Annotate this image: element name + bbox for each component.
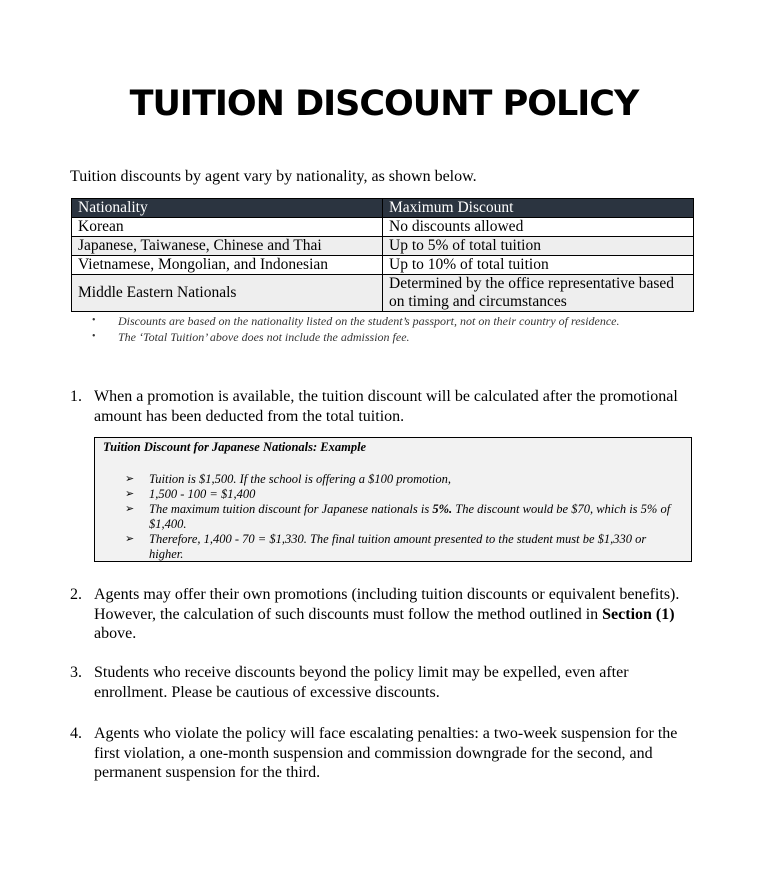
item-number: 2. xyxy=(70,586,82,603)
table-cell: Japanese, Taiwanese, Chinese and Thai xyxy=(72,237,383,256)
table-cell: Vietnamese, Mongolian, and Indonesian xyxy=(72,256,383,275)
example-bullet-text: Tuition is $1,500. If the school is offering a $100 promotion, xyxy=(149,472,451,486)
column-header: Nationality xyxy=(72,199,383,218)
item-text xyxy=(94,585,690,644)
example-bullet-text: The maximum tuition discount for Japanese nationals is xyxy=(149,502,433,516)
item-number: 3. xyxy=(70,664,82,681)
table-notes xyxy=(92,313,620,345)
example-box xyxy=(94,437,692,562)
table-row xyxy=(72,237,694,256)
item-number: 4. xyxy=(70,725,82,742)
arrow-bullet-icon: ➢ xyxy=(125,488,135,500)
table-cell: Middle Eastern Nationals xyxy=(72,275,383,312)
item-number: 1. xyxy=(70,388,82,405)
example-bullet-text: 1,500 - 100 = $1,400 xyxy=(149,487,256,501)
item-text: Agents who violate the policy will face escalating penalties: a two-week suspension for the first violation, a one-month suspension and commission downgrade for the second, and permanent suspension for the third. xyxy=(94,725,678,781)
discount-table xyxy=(71,198,694,312)
table-row xyxy=(72,275,694,312)
example-heading: Tuition Discount for Japanese Nationals: Example xyxy=(103,440,367,454)
policy-item-4 xyxy=(70,724,690,783)
example-bullet-text: Therefore, 1,400 - 70 = $1,330. The final tuition amount presented to the student must be $1,330 or higher. xyxy=(149,532,647,561)
example-bullet xyxy=(125,472,683,487)
item-text: Students who receive discounts beyond the policy limit may be expelled, even after enrollment. Please be cautious of excessive discounts. xyxy=(94,664,629,701)
policy-item-1 xyxy=(70,387,690,426)
note-item: • Discounts are based on the nationality listed on the student’s passport, not on their country of residence. xyxy=(92,313,620,329)
table-header-row xyxy=(72,199,694,218)
policy-item-3 xyxy=(70,663,690,702)
item-text-part: Agents may offer their own promotions (including tuition discounts or equivalent benefits). However, the calculation of such discounts must follow the method outlined in xyxy=(94,586,680,623)
intro-text: Tuition discounts by agent vary by nationality, as shown below. xyxy=(70,168,477,185)
section-reference: Section (1) xyxy=(602,605,675,623)
table-cell: Determined by the office representative based on timing and circumstances xyxy=(383,275,694,312)
example-bullet-bold: 5%. xyxy=(432,502,453,516)
example-list xyxy=(125,472,683,562)
item-text: When a promotion is available, the tuition discount will be calculated after the promotional amount has been deducted from the total tuition. xyxy=(94,388,678,425)
table-row xyxy=(72,256,694,275)
column-header: Maximum Discount xyxy=(383,199,694,218)
policy-item-2 xyxy=(70,585,690,644)
example-bullet-text: The discount would be $70, which is 5% of $1,400. xyxy=(149,502,671,531)
table-row xyxy=(72,218,694,237)
arrow-bullet-icon: ➢ xyxy=(125,503,135,515)
table-cell: Korean xyxy=(72,218,383,237)
item-text-part: above. xyxy=(94,625,137,642)
example-bullet xyxy=(125,502,683,532)
example-bullet xyxy=(125,487,683,502)
table-cell: No discounts allowed xyxy=(383,218,694,237)
example-bullet xyxy=(125,532,683,562)
arrow-bullet-icon: ➢ xyxy=(125,533,135,545)
table-cell: Up to 5% of total tuition xyxy=(383,237,694,256)
page-title: TUITION DISCOUNT POLICY xyxy=(129,84,639,124)
table-cell: Up to 10% of total tuition xyxy=(383,256,694,275)
note-item: • The ‘Total Tuition’ above does not include the admission fee. xyxy=(92,329,620,345)
arrow-bullet-icon: ➢ xyxy=(125,473,135,485)
